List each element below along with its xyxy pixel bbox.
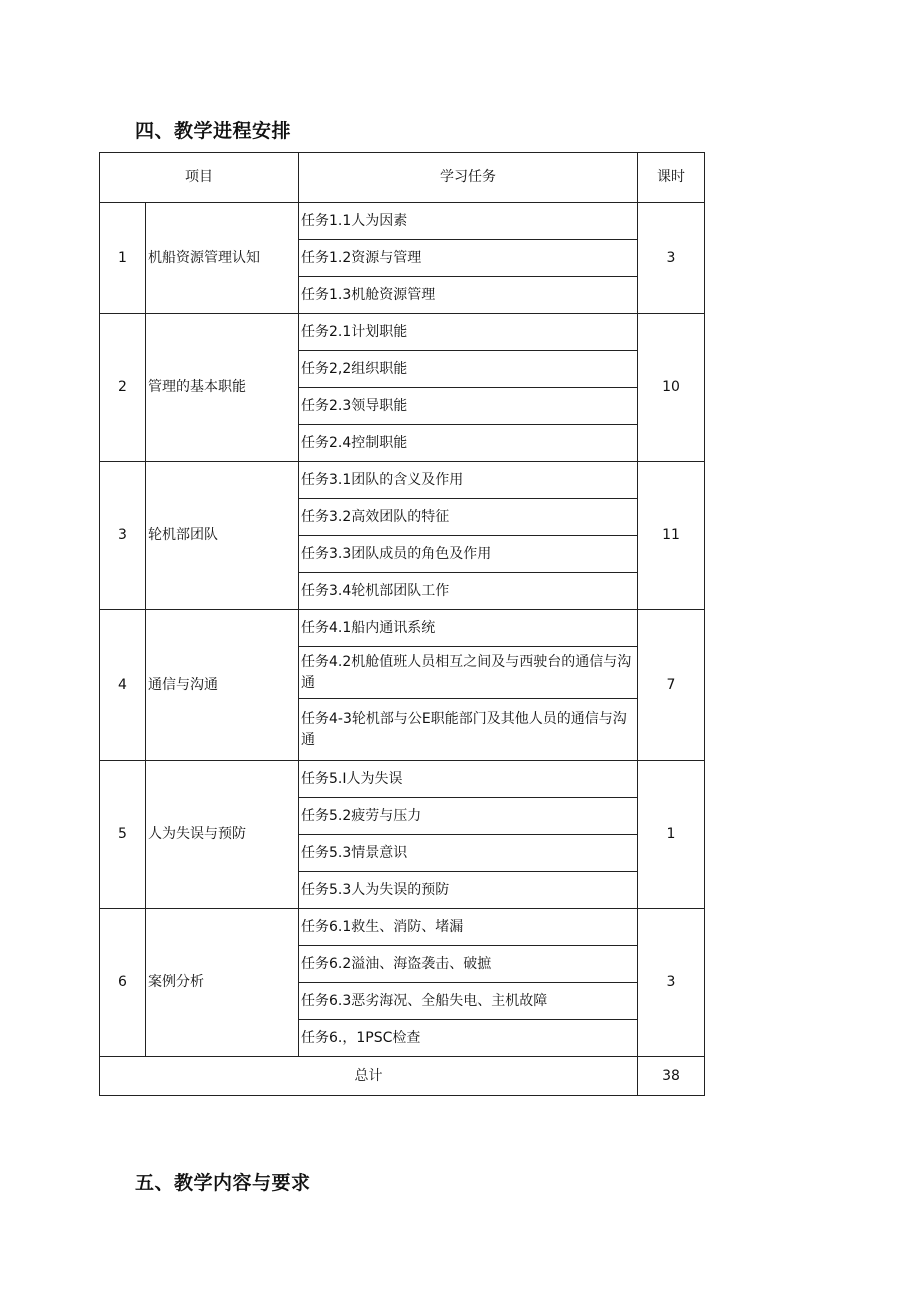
task-cell: 任务1.1人为因素 [299, 203, 638, 240]
project-name: 案例分析 [146, 909, 299, 1057]
project-hours: 10 [638, 314, 705, 462]
project-name: 轮机部团队 [146, 462, 299, 610]
task-cell: 任务2.1计划职能 [299, 314, 638, 351]
project-hours: 1 [638, 761, 705, 909]
project-number: 2 [100, 314, 146, 462]
schedule-table [99, 152, 705, 1096]
section-title-content: 五、教学内容与要求 [135, 1172, 311, 1194]
section-title-schedule: 四、教学进程安排 [135, 120, 292, 142]
task-cell: 任务2.4控制职能 [299, 425, 638, 462]
project-number: 6 [100, 909, 146, 1057]
total-hours: 38 [638, 1057, 705, 1096]
project-number: 1 [100, 203, 146, 314]
task-cell: 任务6.，1PSC检查 [299, 1020, 638, 1057]
task-cell: 任务5.3人为失误的预防 [299, 872, 638, 909]
project-name: 管理的基本职能 [146, 314, 299, 462]
total-row [100, 1057, 705, 1096]
project-name: 机船资源管理认知 [146, 203, 299, 314]
table-row [100, 610, 705, 647]
task-cell: 任务6.1救生、消防、堵漏 [299, 909, 638, 946]
project-hours: 3 [638, 203, 705, 314]
task-cell: 任务1.3机舱资源管理 [299, 277, 638, 314]
task-cell: 任务6.2溢油、海盗袭击、破摭 [299, 946, 638, 983]
project-number: 5 [100, 761, 146, 909]
task-cell: 任务1.2资源与管理 [299, 240, 638, 277]
project-hours: 7 [638, 610, 705, 761]
project-hours: 11 [638, 462, 705, 610]
project-number: 4 [100, 610, 146, 761]
total-label: 总计 [100, 1057, 638, 1096]
task-cell: 任务4.1船内通讯系统 [299, 610, 638, 647]
project-hours: 3 [638, 909, 705, 1057]
task-cell: 任务3.1团队的含义及作用 [299, 462, 638, 499]
project-name: 人为失误与预防 [146, 761, 299, 909]
task-cell: 任务5.I人为失误 [299, 761, 638, 798]
table-row [100, 761, 705, 798]
header-task: 学习任务 [299, 153, 638, 203]
task-cell: 任务4-3轮机部与公E职能部门及其他人员的通信与沟通 [299, 699, 638, 761]
task-cell: 任务5.2疲劳与压力 [299, 798, 638, 835]
project-name: 通信与沟通 [146, 610, 299, 761]
header-project: 项目 [100, 153, 299, 203]
table-row [100, 314, 705, 351]
task-cell: 任务2,2组织职能 [299, 351, 638, 388]
task-cell: 任务5.3情景意识 [299, 835, 638, 872]
task-cell: 任务3.3团队成员的角色及作用 [299, 536, 638, 573]
table-header-row [100, 153, 705, 203]
task-cell: 任务3.2高效团队的特征 [299, 499, 638, 536]
task-cell: 任务6.3恶劣海况、全船失电、主机故障 [299, 983, 638, 1020]
task-cell: 任务4.2机舱值班人员相互之间及与西驶台的通信与沟通 [299, 647, 638, 699]
task-cell: 任务3.4轮机部团队工作 [299, 573, 638, 610]
project-number: 3 [100, 462, 146, 610]
table-row [100, 909, 705, 946]
table-row [100, 203, 705, 240]
header-hours: 课时 [638, 153, 705, 203]
task-cell: 任务2.3领导职能 [299, 388, 638, 425]
table-row [100, 462, 705, 499]
